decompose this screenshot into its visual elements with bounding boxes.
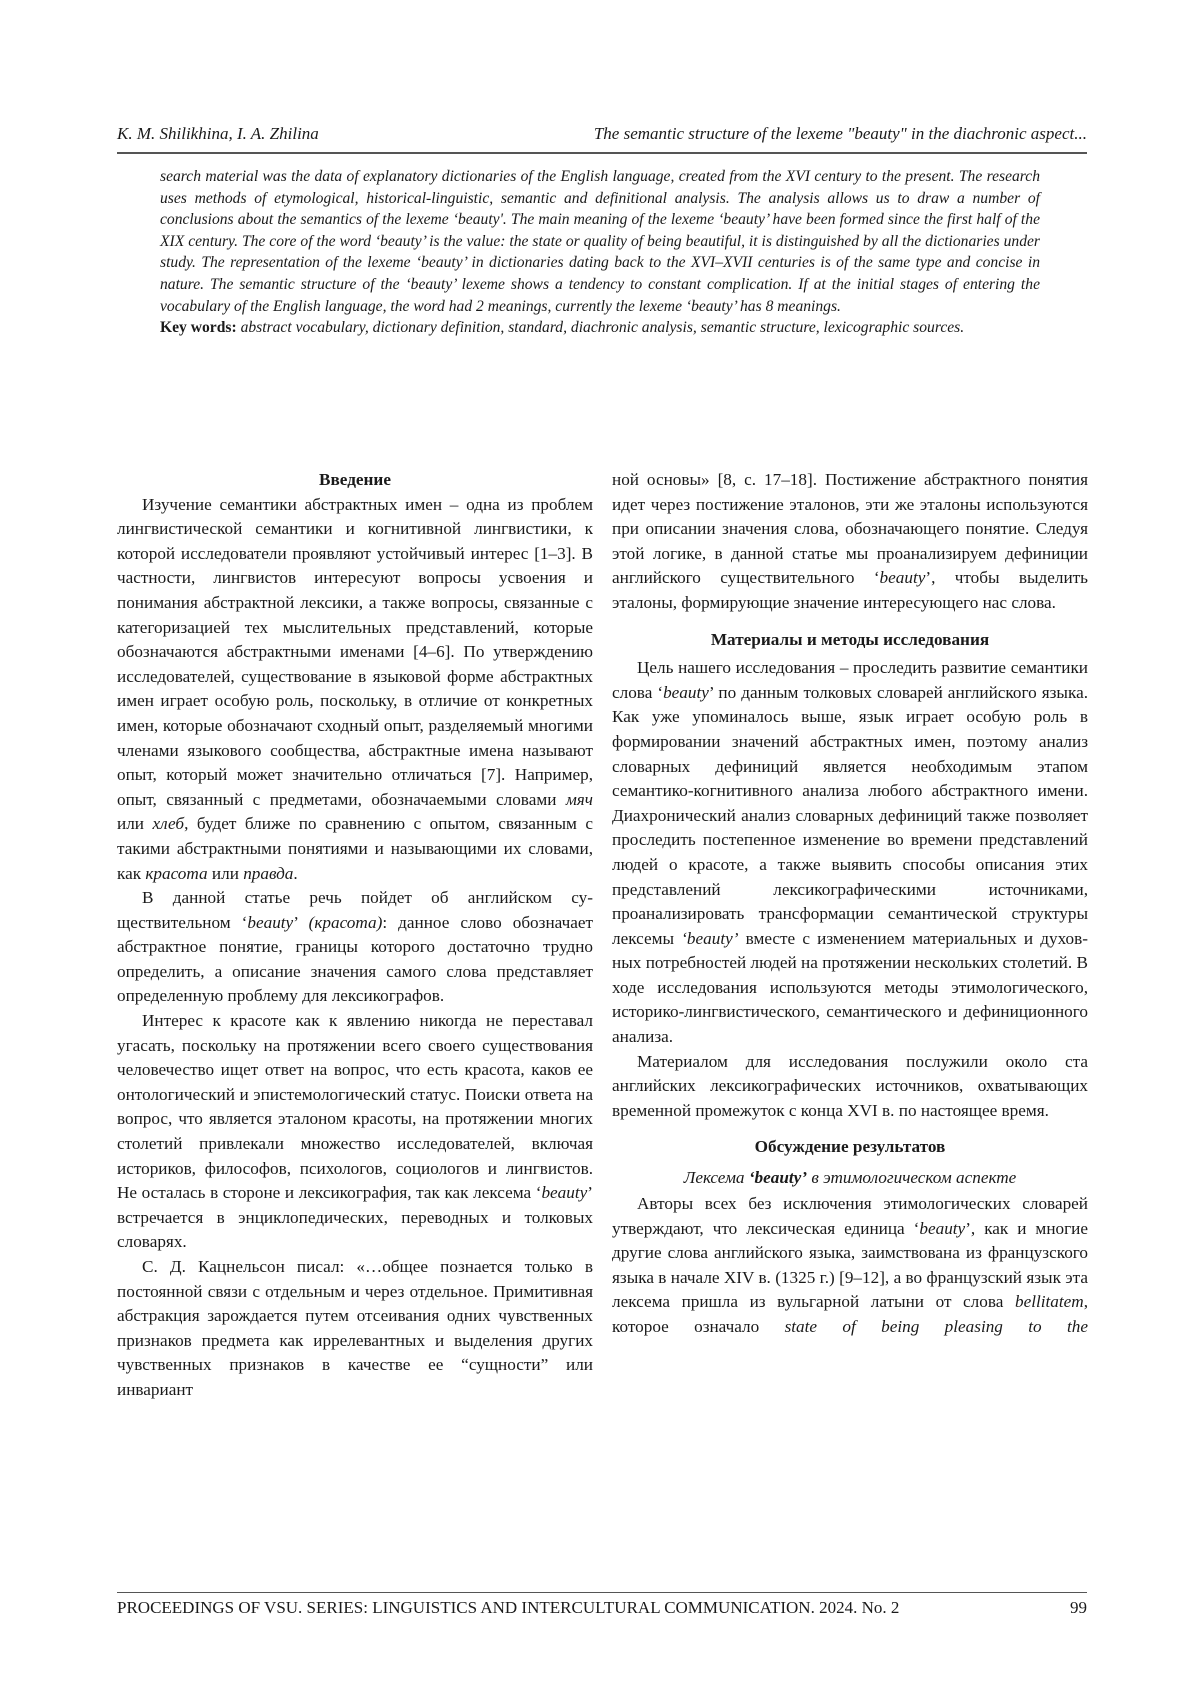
header-rule xyxy=(117,152,1087,154)
paragraph: ной основы» [8, с. 17–18]. Постижение абстрактного понятия идет через постижение эталонов, эти же эталоны используются при описании значения слова, обозначающего понятие. Следуя этой логике, в дан­ной статье мы проанализируем дефиниции англий­ского существительного ‘beauty’, чтобы выделить эталоны, формирующие значение интересующего нас слова. xyxy=(612,468,1088,616)
right-column xyxy=(612,468,1088,1340)
section-heading-results: Обсуждение результатов xyxy=(612,1135,1088,1160)
paragraph: Интерес к красоте как к явлению никогда не пе­реставал угасать, поскольку на протяжении всего своего существования человечество ищет ответ на вопрос, что есть красота, каков ее онтологический и эпистемологический статус. Поиски ответа на вопрос, что является эталоном красоты, на протяжении мно­гих столетий привлекали множество исследователей, включая историков, философов, психологов, социо­логов и лингвистов. Не осталась в стороне и лекси­кография, так как лексема ‘beauty’ встречается в эн­циклопедических, переводных и толковых словарях. xyxy=(117,1009,593,1255)
section-heading-introduction: Введение xyxy=(117,468,593,493)
paragraph: Материалом для исследования послужили около ста английских лексикографических источников, охватывающих временной промежуток с конца XVI в. по настоящее время. xyxy=(612,1050,1088,1124)
left-column xyxy=(117,468,593,1403)
abstract xyxy=(160,166,1040,339)
page-number: 99 xyxy=(1070,1598,1087,1618)
section-heading-methods: Материалы и методы исследования xyxy=(612,628,1088,653)
paragraph: Цель нашего исследования – проследить развитие семантики слова ‘beauty’ по данным толковых слова­рей английского языка. Как уже упоминалось выше, язык играет особую роль в формировании значений абстрактных имен, поэтому анализ словарных дефи­ниций является необходимым этапом семантико-ког­нитивного анализа любого абстрактного имени. Ди­ахронический анализ словарных дефиниций также позволяет проследить постепенное изменение во времени представлений людей о красоте, а также выявить способы описания этих представлений лек­сикографическими источниками, проанализировать трансформации семантической структуры лексемы ‘beauty’ вместе с изменением материальных и духов­ных потребностей людей на протяжении нескольких столетий. В ходе исследования используются методы этимологического, историко-лингвистического, се­мантического и дефиниционного анализа. xyxy=(612,656,1088,1050)
footer-journal: PROCEEDINGS OF VSU. SERIES: LINGUISTICS AND INTERCULTURAL COMMUNICATION. 2024. No. 2 xyxy=(117,1598,899,1618)
paragraph: С. Д. Кацнельсон писал: «…общее познается только в постоянной связи с отдельным и через от­дельное. Примитивная абстракция зарождается путем отсеивания одних чувственных признаков предмета как иррелевантных и выделения других чувственных признаков в качестве ее “сущности” или инвариант­ xyxy=(117,1255,593,1403)
footer-rule xyxy=(117,1592,1087,1593)
running-footer xyxy=(117,1598,1087,1618)
paragraph: Авторы всех без исключения этимологических словарей утверждают, что лексическая единица ‘beauty’, как и многие другие слова английского язы­ка, заимствована из французского языка в начале XIV в. (1325 г.) [9–12], а во французский язык эта лексема пришла из вульгарной латыни от слова bel­litatem, которое означало state of being pleasing to the xyxy=(612,1192,1088,1340)
header-title: The semantic structure of the lexeme "beauty" in the diachronic aspect... xyxy=(594,124,1087,144)
subsection-heading: Лексема ‘beauty’ в этимологическом аспекте xyxy=(612,1164,1088,1192)
paragraph: В данной статье речь пойдет об английском су­ществительном ‘beauty’ (красота): данное слово обозначает абстрактное понятие, границы которого достаточно трудно определить, а описание значения самого слова представляет определенную проблему для лексикографов. xyxy=(117,886,593,1009)
keywords-label: Key words: xyxy=(160,319,237,336)
abstract-text: search material was the data of explanatory dictionaries of the English language, created from the XVI century to the present. The research uses methods of etymological, historical-linguistic, semantic and definitional analy­sis. The analysis allows us to draw a number of conclusions about the semantics of the lexeme ‘beauty'. The main meaning of the lexeme ‘beauty’ have been formed since the first half of the XIX century. The core of the word ‘beauty’ is the value: the state or quality of being beautiful, it is distinguished by all the dictionaries under study. The representation of the lexeme ‘beauty’ in dictionaries dating back to the XVI–XVII centuries is of the same type and concise in nature. The semantic structure of the ‘beauty’ lexeme shows a tendency to constant compli­cation. If at the initial stages of entering the vocabulary of the English language, the word had 2 meanings, currently the lexeme ‘beauty’ has 8 meanings. xyxy=(160,168,1040,315)
running-header xyxy=(117,124,1087,144)
paragraph: Изучение семантики абстрактных имен – одна из проблем лингвистической семантики и когнитивной лингвистики, к которой исследователи проявляют устойчивый интерес [1–3]. В частности, лингвистов интересуют вопросы усвоения и понимания абстракт­ной лексики, а также вопросы, связанные с категори­зацией тех мыслительных представлений, которые обозначаются абстрактными именами [4–6]. По утверждению исследователей, существование в язы­ковой форме абстрактных имен играет особую роль, поскольку, в отличие от конкретных имен, которые обозначают сходный опыт, разделяемый многими членами языкового сообщества, абстрактные имена называют опыт, который может значительно отли­чаться [7]. Например, опыт, связанный с предметами, обозначаемыми словами мяч или хлеб, будет ближе по сравнению с опытом, связанным с такими аб­страктными понятиями и называющими их словами, как красота или правда. xyxy=(117,493,593,887)
keywords: abstract vocabulary, dictionary definition, standard, diachronic analysis, semantic structure, lexico­graphic sources. xyxy=(237,319,964,336)
header-authors: K. M. Shilikhina, I. A. Zhilina xyxy=(117,124,319,144)
